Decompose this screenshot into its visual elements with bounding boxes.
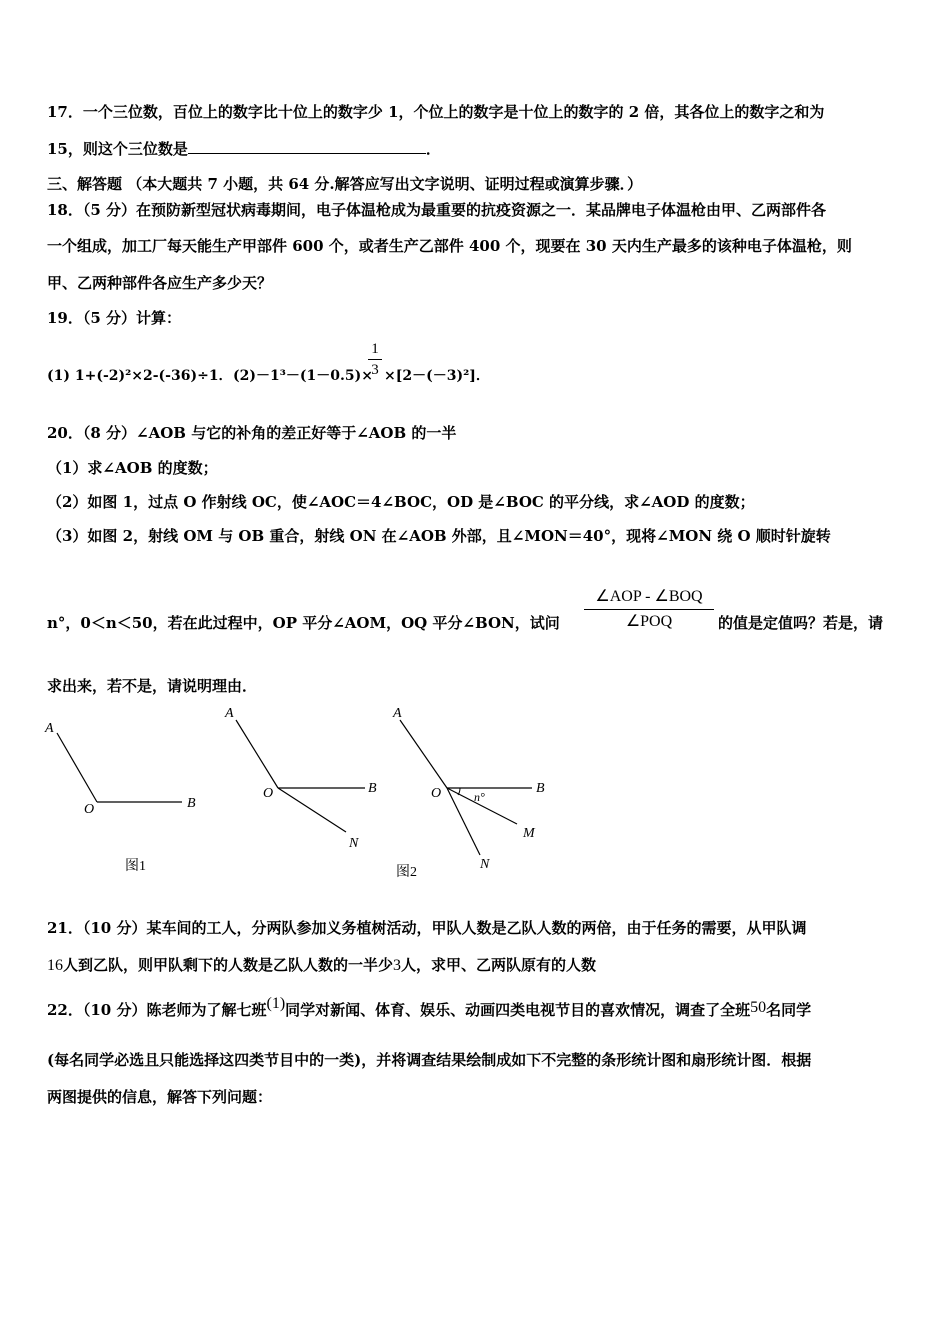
- q20-part4-b: 的值是定值吗？若是，请: [718, 614, 884, 632]
- label-n: N: [480, 857, 490, 872]
- label-n: N: [349, 836, 359, 851]
- q17-line2-prefix: 15，则这个三位数是: [47, 140, 188, 158]
- q20-part5: 求出来，若不是，请说明理由．: [47, 677, 258, 695]
- q19-frac-numerator: 1: [371, 341, 379, 357]
- q22-line1-a: 22．（10 分）陈老师为了解七班: [47, 1001, 267, 1019]
- q20-title: 20．（8 分）∠AOB 与它的补角的差正好等于∠AOB 的一半: [47, 424, 457, 442]
- q21-line1: 21．（10 分）某车间的工人，分两队参加义务植树活动，甲队人数是乙队人数的两倍，由于任务的需要，从甲队调: [47, 919, 807, 937]
- q22-line1: [47, 995, 812, 1021]
- q20-frac-denominator: ∠POQ: [625, 613, 673, 630]
- fraction-bar: [584, 609, 714, 610]
- ray-oa: [400, 720, 447, 788]
- figure-1-caption: 图1: [125, 859, 146, 874]
- label-b: B: [536, 781, 545, 796]
- ray-oa: [57, 733, 97, 802]
- label-a: A: [45, 721, 54, 736]
- ray-oa: [236, 720, 278, 788]
- figure-2-caption: 图2: [396, 865, 417, 880]
- q21-line2-b: 人，求甲、乙两队原有的人数: [401, 956, 597, 974]
- q20-part1: （1）求∠AOB 的度数；: [47, 459, 218, 477]
- q22-line1-b: 同学对新闻、体育、娱乐、动画四类电视节目的喜欢情况，调查了全班: [285, 1001, 751, 1019]
- label-b: B: [368, 781, 377, 796]
- q22-line2: (每名同学必选且只能选择这四类节目中的一类)，并将调查结果绘制成如下不完整的条形统计图和扇形统计图．根据: [47, 1051, 812, 1069]
- q22-line1-c: 名同学: [766, 1001, 812, 1019]
- label-o: O: [84, 802, 95, 817]
- label-angle-n: n°: [474, 790, 485, 804]
- q19-part1: (1) 1+(-2)²×2-(-36)÷1．: [47, 368, 233, 384]
- q22-class: (1): [266, 995, 286, 1012]
- figure-1: [44, 721, 196, 874]
- q21-line2-a: 人到乙队，则甲队剩下的人数是乙队人数的一半少: [63, 956, 394, 974]
- q19-part2-b: ×[2－(－3)²]．: [384, 368, 490, 384]
- label-a: A: [225, 706, 234, 721]
- q20-figures: [0, 700, 950, 890]
- label-o: O: [431, 786, 442, 801]
- q22-line3: 两图提供的信息，解答下列问题：: [47, 1088, 273, 1106]
- q17-line2-suffix: ．: [425, 140, 441, 158]
- q21-number-16: 16: [47, 957, 63, 974]
- ray-on: [278, 788, 346, 832]
- label-o: O: [263, 786, 274, 801]
- q22-number-50: 50: [750, 999, 767, 1016]
- q21-line2: [47, 955, 596, 976]
- label-a: A: [393, 706, 402, 721]
- q20-part4-a: n°，0＜n＜50，若在此过程中，OP 平分∠AOM，OQ 平分∠BON，试问: [47, 614, 560, 632]
- q17-line1: 17．一个三位数，百位上的数字比十位上的数字少 1，个位上的数字是十位上的数字的 2 倍，其各位上的数字之和为: [47, 103, 825, 121]
- q19-title: 19．（5 分）计算：: [47, 309, 182, 327]
- q20-part2: （2）如图 1，过点 O 作射线 OC，使∠AOC＝4∠BOC，OD 是∠BOC 的平分线，求∠AOD 的度数；: [47, 493, 755, 511]
- q18-line2: 一个组成，加工厂每天能生产甲部件 600 个，或者生产乙部件 400 个，现要在 30 天内生产最多的该种电子体温枪，则: [47, 237, 852, 255]
- q17-line2: [47, 139, 441, 159]
- q19-part2-a: (2)－1³－(1－0.5)×: [233, 368, 373, 384]
- q19-fraction: [368, 340, 382, 379]
- q18-line3: 甲、乙两种部件各应生产多少天？: [47, 274, 273, 292]
- q20-part3: （3）如图 2，射线 OM 与 OB 重合，射线 ON 在∠AOB 外部，且∠MON＝40°，现将∠MON 绕 O 顺时针旋转: [47, 527, 831, 545]
- q19-frac-denominator: 3: [371, 362, 379, 378]
- fraction-bar: [368, 359, 382, 360]
- figure-2-left: [224, 706, 377, 851]
- label-m: M: [523, 826, 535, 841]
- figure-2-right: [392, 706, 545, 880]
- q21-number-3: 3: [393, 957, 402, 974]
- q20-frac-numerator: ∠AOP - ∠BOQ: [595, 588, 703, 605]
- q20-fraction: [584, 587, 714, 632]
- section-heading: 三、解答题 （本大题共 7 小题，共 64 分.解答应写出文字说明、证明过程或演算步骤．）: [47, 175, 643, 193]
- label-b: B: [187, 796, 196, 811]
- q18-line1: 18．（5 分）在预防新型冠状病毒期间，电子体温枪成为最重要的抗疫资源之一．某品牌电子体温枪由甲、乙两部件各: [47, 201, 827, 219]
- answer-blank: [188, 139, 426, 154]
